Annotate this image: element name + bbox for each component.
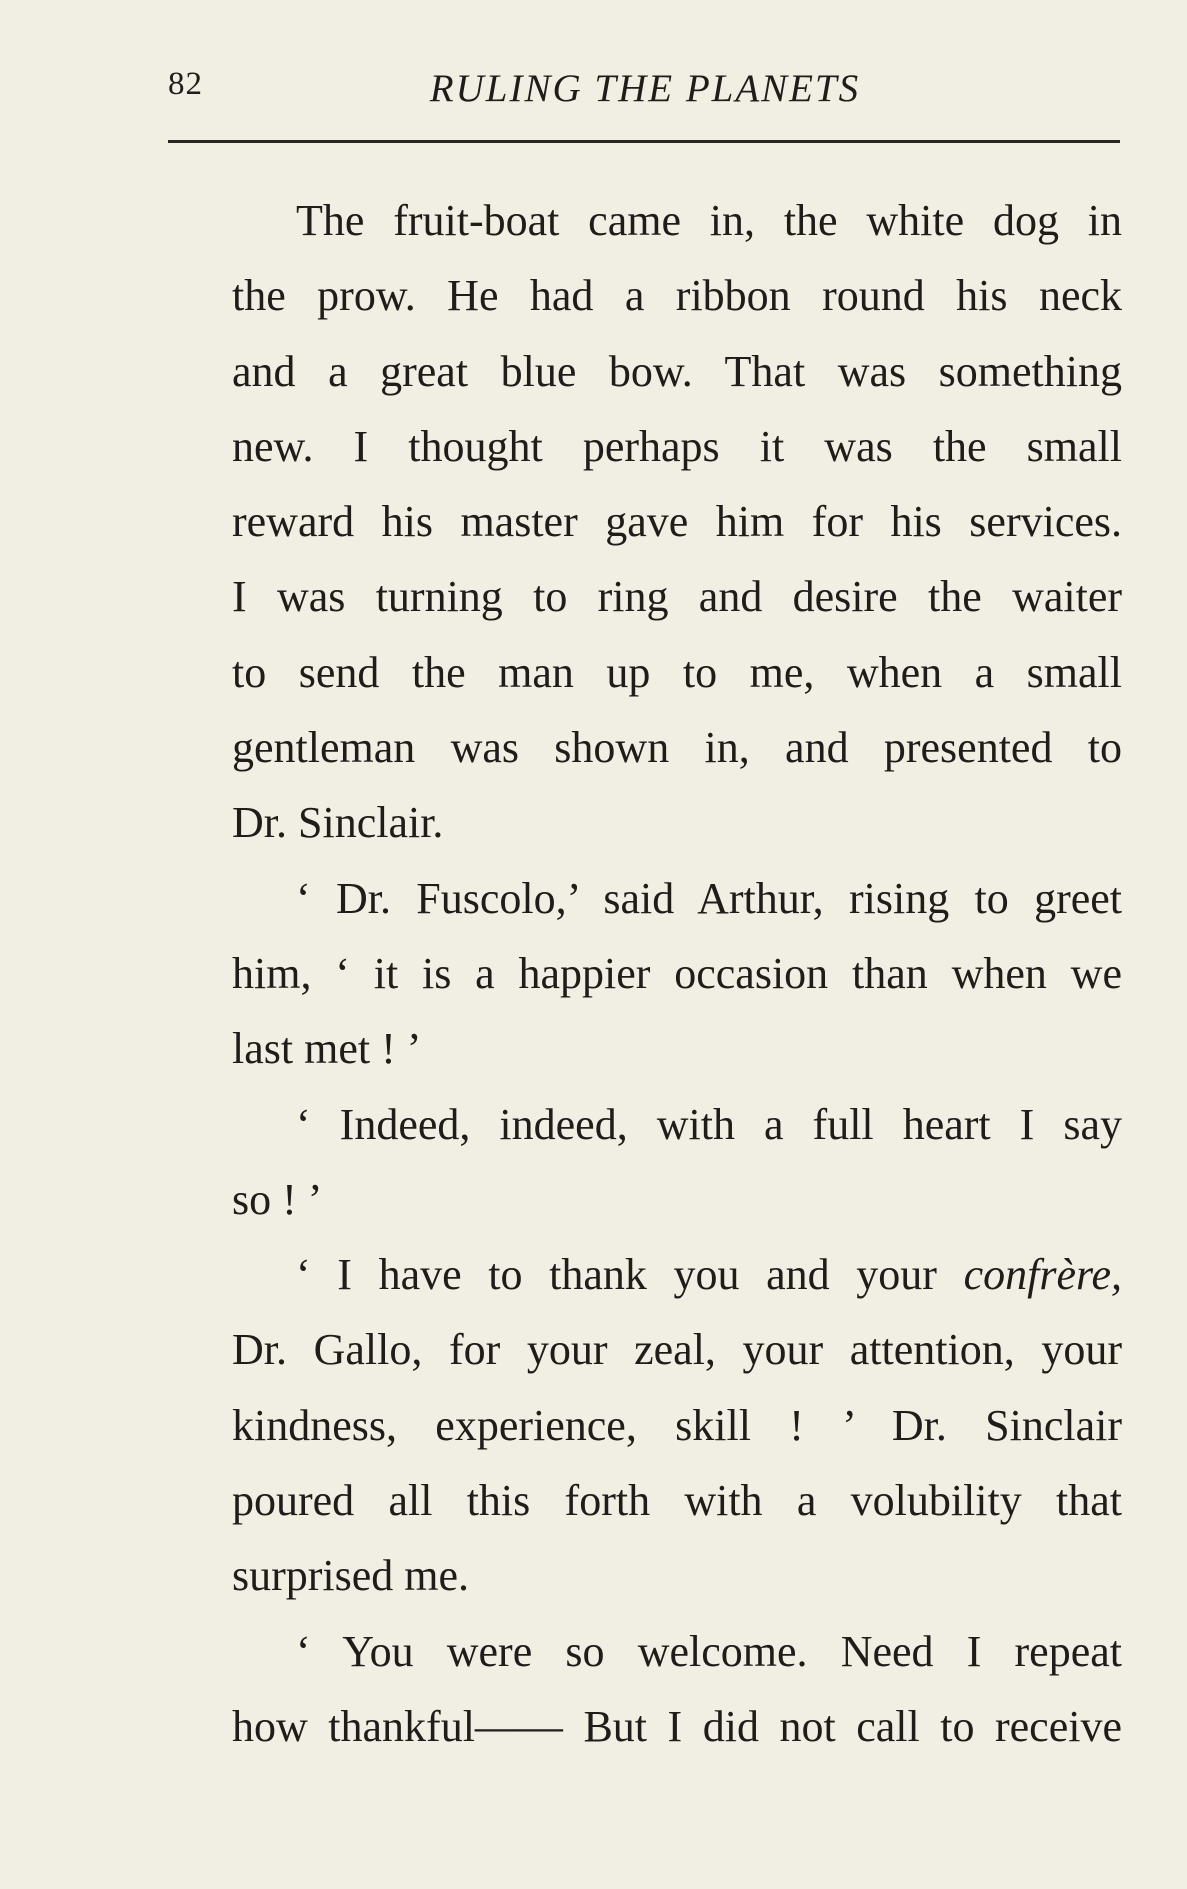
- text-line: gentleman was shown in, and presented to: [232, 723, 1122, 773]
- text-line: to send the man up to me, when a small: [232, 647, 1122, 697]
- text-line: and a great blue bow. That was something: [232, 346, 1122, 396]
- text-line: Dr. Gallo, for your zeal, your attention, your: [232, 1325, 1122, 1375]
- text-line: I was turning to ring and desire the waiter: [232, 572, 1122, 622]
- page-header: [168, 66, 1122, 118]
- text-line: the prow. He had a ribbon round his neck: [232, 271, 1122, 321]
- italic-word: confrère,: [963, 1250, 1122, 1300]
- text-line: The fruit-boat came in, the white dog in: [296, 196, 1122, 245]
- text-line: him, ‘ it is a happier occasion than when we: [232, 948, 1122, 998]
- text-segment: ‘ I have to thank you and your: [296, 1250, 964, 1300]
- text-line: how thankful—— But I did not call to receive: [232, 1701, 1122, 1751]
- text-line: surprised me.: [232, 1551, 470, 1601]
- text-line: ‘ Dr. Fuscolo,’ said Arthur, rising to greet: [296, 873, 1122, 923]
- text-line: poured all this forth with a volubility that: [232, 1476, 1122, 1526]
- header-rule: [168, 140, 1120, 143]
- text-line: so ! ’: [232, 1174, 323, 1224]
- body-text: [168, 183, 1122, 1764]
- paragraph: [168, 1087, 1122, 1238]
- text-line: ‘ You were so welcome. Need I repeat: [296, 1626, 1122, 1676]
- paragraph: [168, 1237, 1122, 1613]
- text-line: kindness, experience, skill ! ’ Dr. Sinclair: [232, 1400, 1122, 1450]
- text-line: last met ! ’: [232, 1024, 422, 1074]
- text-line: Dr. Sinclair.: [232, 798, 444, 848]
- text-line: reward his master gave him for his services.: [232, 497, 1122, 547]
- paragraph: [168, 183, 1122, 861]
- text-line: new. I thought perhaps it was the small: [232, 421, 1122, 471]
- running-title: RULING THE PLANETS: [429, 67, 861, 110]
- paragraph: [168, 861, 1122, 1087]
- text-line: ‘ Indeed, indeed, with a full heart I say: [296, 1099, 1122, 1149]
- text-line: [168, 1237, 1122, 1312]
- page-number: 82: [168, 66, 203, 102]
- paragraph: [168, 1614, 1122, 1765]
